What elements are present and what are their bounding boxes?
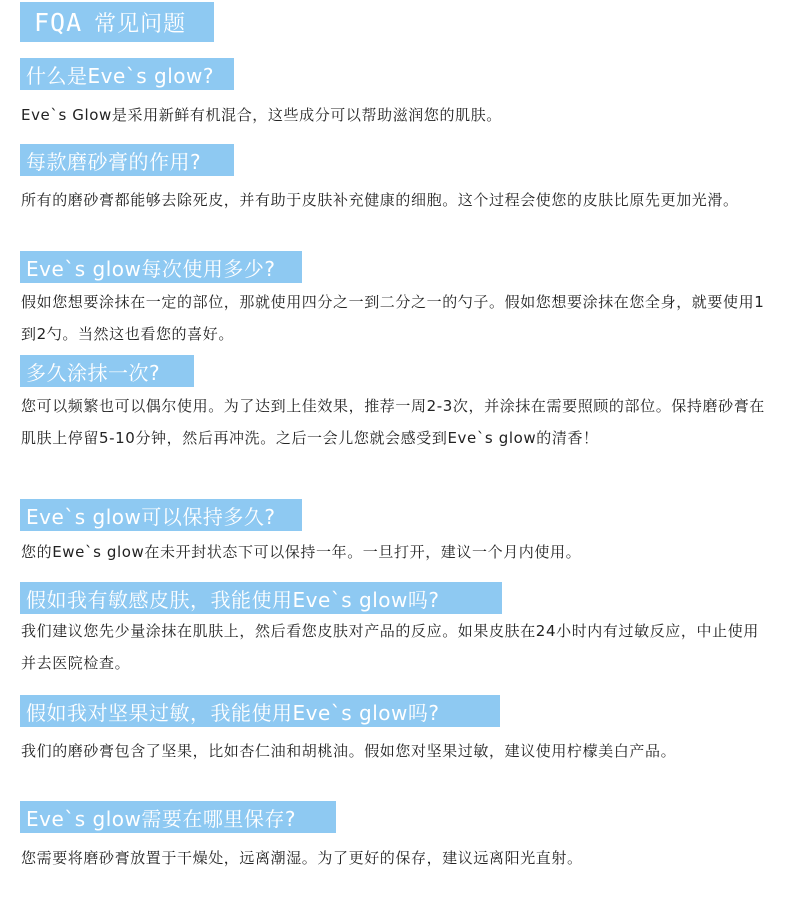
faq-answer-1: Eve`s Glow是采用新鲜有机混合，这些成分可以帮助滋润您的肌肤。 [21, 106, 502, 124]
faq-question-3: Eve`s glow每次使用多少? [20, 251, 302, 283]
faq-question-7: 假如我对坚果过敏，我能使用Eve`s glow吗? [20, 695, 500, 727]
faq-question-8: Eve`s glow需要在哪里保存? [20, 801, 336, 833]
faq-answer-5: 您的Ewe`s glow在未开封状态下可以保持一年。一旦打开，建议一个月内使用。 [21, 543, 582, 561]
faq-answer-8: 您需要将磨砂膏放置于干燥处，远离潮湿。为了更好的保存，建议远离阳光直射。 [21, 849, 583, 867]
header-subtitle: 常见问题 [94, 11, 187, 37]
faq-question-4: 多久涂抹一次? [20, 355, 194, 387]
faq-answer-3: 假如您想要涂抹在一定的部位，那就使用四分之一到二分之一的勺子。假如您想要涂抹在您全身，就要使用1到2勺。当然这也看您的喜好。 [21, 293, 765, 343]
faq-answer-2: 所有的磨砂膏都能够去除死皮，并有助于皮肤补充健康的细胞。这个过程会使您的皮肤比原先更加光滑。 [21, 191, 739, 209]
faq-answer-7: 我们的磨砂膏包含了坚果，比如杏仁油和胡桃油。假如您对坚果过敏，建议使用柠檬美白产品。 [21, 742, 677, 760]
faq-question-5: Eve`s glow可以保持多久? [20, 499, 302, 531]
faq-question-2: 每款磨砂膏的作用? [20, 144, 234, 176]
faq-question-6: 假如我有敏感皮肤，我能使用Eve`s glow吗? [20, 582, 502, 614]
faq-answer-4: 您可以频繁也可以偶尔使用。为了达到上佳效果，推荐一周2-3次，并涂抹在需要照顾的部位。保持磨砂膏在肌肤上停留5-10分钟，然后再冲洗。之后一会儿您就会感受到Eve`s glow的清香！ [21, 397, 765, 447]
header-fqa-label: FQA [34, 7, 83, 37]
faq-question-1: 什么是Eve`s glow? [20, 58, 234, 90]
faq-answer-6: 我们建议您先少量涂抹在肌肤上，然后看您皮肤对产品的反应。如果皮肤在24小时内有过敏反应，中止使用并去医院检查。 [21, 622, 759, 672]
faq-header-banner [20, 2, 214, 42]
